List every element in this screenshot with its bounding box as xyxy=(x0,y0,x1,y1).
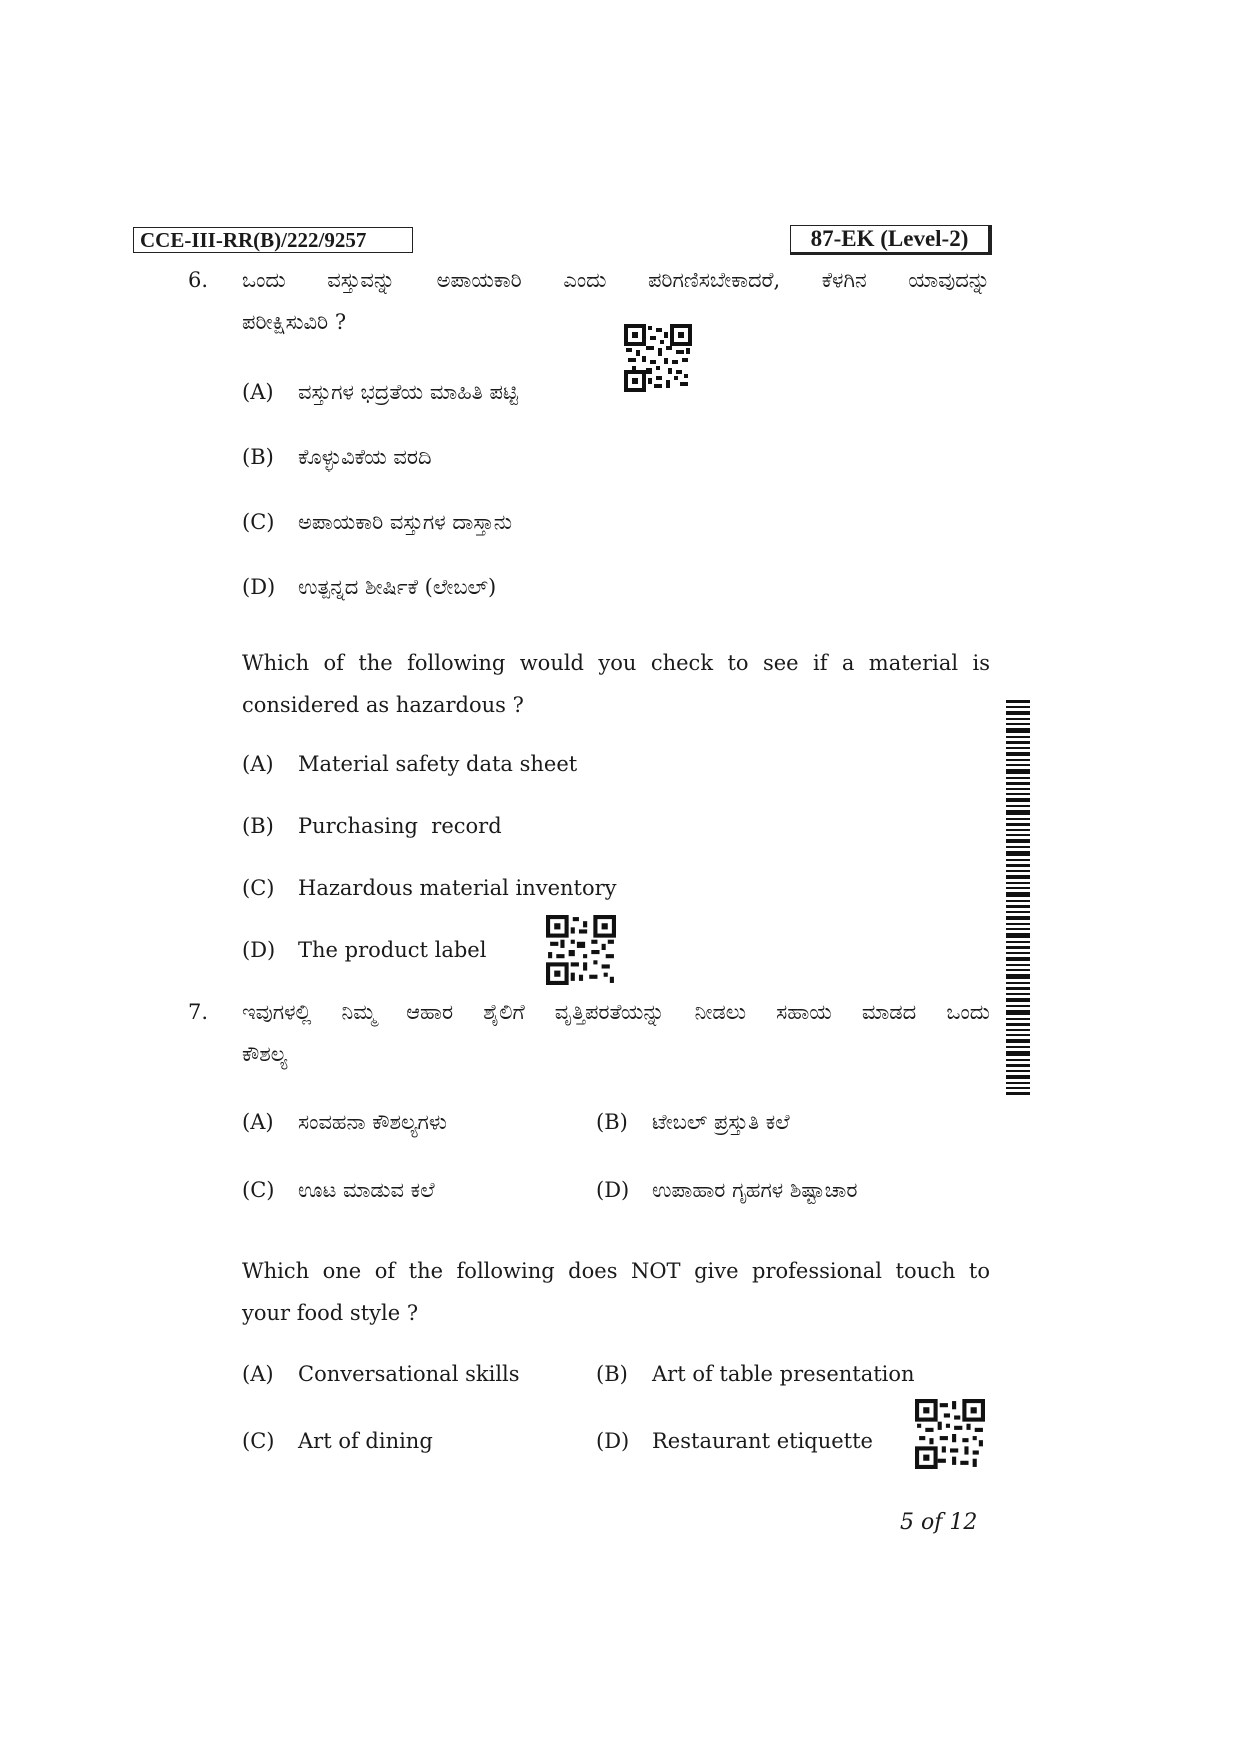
q7-kn-option-d-letter: (D) xyxy=(596,1178,630,1202)
qr-code-icon xyxy=(915,1398,985,1470)
question-6-english-stem xyxy=(242,642,990,726)
q7-en-option-a-text: Conversational skills xyxy=(298,1362,520,1386)
q7-kn-option-a-text: ಸಂವಹನಾ ಕೌಶಲ್ಯಗಳು xyxy=(298,1110,447,1134)
question-7-kannada-line-1: ಇವುಗಳಲ್ಲಿ ನಿಮ್ಮ ಆಹಾರ ಶೈಲಿಗೆ ವೃತ್ತಿಪರತೆಯನ್ನು ನೀಡಲು ಸಹಾಯ ಮಾಡದ ಒಂದು xyxy=(242,1000,990,1024)
question-6-kannada-line-2: ಪರೀಕ್ಷಿಸುವಿರಿ ? xyxy=(242,310,347,334)
q6-en-option-a-text: Material safety data sheet xyxy=(298,752,578,776)
q7-en-option-c-text: Art of dining xyxy=(298,1429,433,1453)
question-7-english-stem xyxy=(242,1250,990,1334)
q7-kn-option-d-text: ಉಪಾಹಾರ ಗೃಹಗಳ ಶಿಷ್ಟಾಚಾರ xyxy=(652,1178,858,1202)
page-number: 5 of 12 xyxy=(900,1510,978,1535)
q7-kn-option-b-letter: (B) xyxy=(596,1110,628,1134)
q7-en-option-c-letter: (C) xyxy=(242,1429,275,1453)
q6-en-option-c-letter: (C) xyxy=(242,876,275,900)
question-7-kannada-line-2: ಕೌಶಲ್ಯ xyxy=(242,1042,288,1066)
q7-en-option-d-text: Restaurant etiquette xyxy=(652,1429,873,1453)
q7-en-option-b-text: Art of table presentation xyxy=(652,1362,915,1386)
question-6-number: 6. xyxy=(188,268,209,292)
q7-en-option-d-letter: (D) xyxy=(596,1429,630,1453)
q7-kn-option-b-text: ಟೇಬಲ್ ಪ್ರಸ್ತುತಿ ಕಲೆ xyxy=(652,1110,790,1134)
q6-en-option-d-text: The product label xyxy=(298,938,487,962)
question-6-kannada-stem xyxy=(242,259,990,343)
barcode-icon xyxy=(1006,700,1030,1095)
question-6-kannada-line-1: ಒಂದು ವಸ್ತುವನ್ನು ಅಪಾಯಕಾರಿ ಎಂದು ಪರಿಗಣಿಸಬೇಕಾದರೆ, ಕೆಳಗಿನ ಯಾವುದನ್ನು xyxy=(242,268,990,292)
question-7-kannada-stem xyxy=(242,991,990,1075)
q7-kn-option-a-letter: (A) xyxy=(242,1110,274,1134)
q6-kn-option-c-letter: (C) xyxy=(242,510,275,534)
q6-kn-option-d-letter: (D) xyxy=(242,575,276,599)
q7-kn-option-c-text: ಊಟ ಮಾಡುವ ಕಲೆ xyxy=(298,1178,435,1202)
q6-kn-option-a-letter: (A) xyxy=(242,380,274,404)
question-6-english-line-2: considered as hazardous ? xyxy=(242,693,524,717)
q7-en-option-b-letter: (B) xyxy=(596,1362,628,1386)
q6-en-option-c-text: Hazardous material inventory xyxy=(298,876,617,900)
q6-kn-option-b-letter: (B) xyxy=(242,445,274,469)
q6-en-option-b-letter: (B) xyxy=(242,814,274,838)
q6-kn-option-b-text: ಕೊಳ್ಳುವಿಕೆಯ ವರದಿ xyxy=(298,445,432,469)
q6-en-option-a-letter: (A) xyxy=(242,752,274,776)
qr-code-icon xyxy=(546,915,616,985)
question-6-english-line-1: Which of the following would you check to see if a material is xyxy=(242,651,990,675)
q6-en-option-b-text: Purchasing record xyxy=(298,814,502,838)
q7-kn-option-c-letter: (C) xyxy=(242,1178,275,1202)
question-7-english-line-2: your food style ? xyxy=(242,1301,419,1325)
qr-code-icon xyxy=(624,324,692,392)
paper-code: CCE-III-RR(B)/222/9257 xyxy=(133,227,413,253)
q6-kn-option-c-text: ಅಪಾಯಕಾರಿ ವಸ್ತುಗಳ ದಾಸ್ತಾನು xyxy=(298,510,513,534)
q6-kn-option-a-text: ವಸ್ತುಗಳ ಭದ್ರತೆಯ ಮಾಹಿತಿ ಪಟ್ಟಿ xyxy=(298,380,519,404)
paper-level: 87-EK (Level-2) xyxy=(790,225,992,255)
question-7-english-line-1: Which one of the following does NOT give professional touch to xyxy=(242,1259,990,1283)
q6-en-option-d-letter: (D) xyxy=(242,938,276,962)
q7-en-option-a-letter: (A) xyxy=(242,1362,274,1386)
question-7-number: 7. xyxy=(188,1000,209,1024)
q6-kn-option-d-text: ಉತ್ಪನ್ನದ ಶೀರ್ಷಿಕೆ (ಲೇಬಲ್) xyxy=(298,575,497,599)
